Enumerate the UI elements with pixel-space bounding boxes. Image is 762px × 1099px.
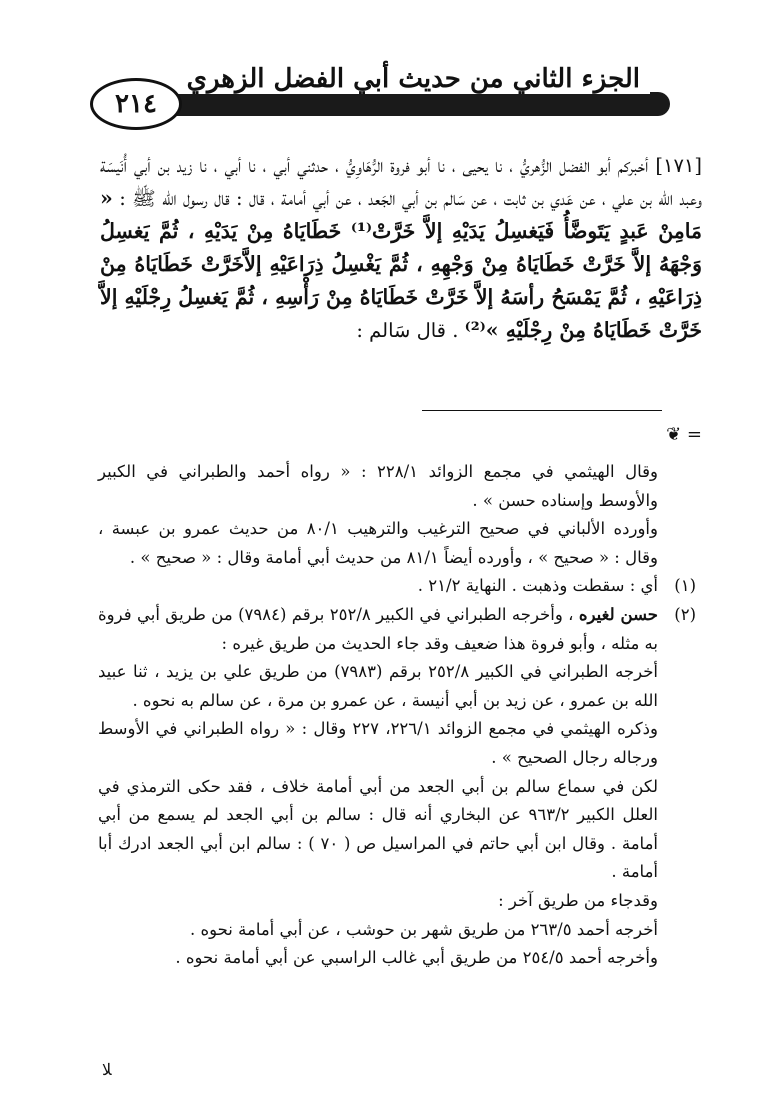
header-band [150,92,670,116]
footnote-text [98,601,658,658]
page-number-badge [90,78,182,130]
footnote-text: أي : سقطت وذهبت . النهاية ٢١/٢ . [417,576,658,596]
note-paragraph: أخرجه الطبراني في الكبير ٢٥٢/٨ برقم (٧٩٨٣) من طريق علي بن يزيد ، ثنا عبيد الله بن عمرو ، عن زيد بن أبي أنيسة ، عن عمرو بن مرة ، عن سالم به نحوه . [98,662,658,710]
note-paragraph: لكن في سماع سالم بن أبي الجعد من أبي أمامة خلاف ، فقد حكى الترمذي في العلل الكبير ٩٦٣/٢ عن البخاري أنه قال : سالم بن أبي الجعد لم يسمع من أبي أمامة . وقال ابن أبي حاتم في المراسيل ص ( ٧٠ ) : سالم ابن أبي الجعد ادرك أبا أمامة . [98,776,658,882]
footnotes [98,458,696,973]
page-number: ٢١٤ [115,89,157,119]
footnote-body: ، وأخرجه الطبراني في الكبير ٢٥٢/٨ برقم (٧٩٨٤) من طريق أبي فروة به مثله ، وأبو فروة هذا ضعيف وقد جاء الحديث من طريق غيره : [98,604,658,653]
grading-label: حسن لغيره [578,604,658,624]
main-tail: . قال سَالم : [356,319,465,342]
footnote-2 [98,601,696,658]
note-paragraph: أخرجه أحمد ٢٦٣/٥ من طريق شهر بن حوشب ، عن أبي أمامة نحوه . [189,919,658,939]
continuation-marker: = ❦ [666,424,702,445]
main-text [100,150,702,347]
footer-mark: ﻼ [102,1060,112,1079]
header-title: الجزء الثاني من حديث أبي الفضل الزهري [177,64,650,94]
note-paragraph: وأخرجه أحمد ٢٥٤/٥ من طريق أبي غالب الراسبي عن أبي أمامة نحوه . [175,948,658,968]
note-paragraph: وأورده الألباني في صحيح الترغيب والترهيب ٨٠/١ من حديث عمرو بن عبسة ، وقال : « صحيح » ، وأورده أيضاً ٨١/١ من حديث أبي أمامة وقال : « صحيح » . [98,519,658,567]
note-paragraph: وقدجاء من طريق آخر : [498,890,658,910]
footnote-separator [422,410,662,411]
main-intro: [١٧١] أخبركم أبو الفضل الزُّهريُّ ، نا يحيى ، نا أبو فروة الرُّهَاوِيُّ ، حدثني أبي ، نا أبي ، نا زيد بن أبي أُنَيسَة وعبد الله بن علي ، عن عَدي بن ثابت ، عن سَالم بن أبي الجَعد ، عن أبي أمامة ، قال : قال رسول الله ﷺ : [100,154,702,210]
page-header [90,64,670,130]
footnote-number: (٢) [674,604,696,624]
footnote-number: (١) [674,576,696,596]
note-paragraph: وقال الهيثمي في مجمع الزوائد ٢٢٨/١ : « رواه أحمد والطبراني في الكبير والأوسط وإسناده حسن » . [98,462,658,510]
hadith-text: « مَامِنْ عَبدٍ يَتَوضَّأُ فَيَغسِلُ يَدَيْهِ إلاَّ خَرَّتْ⁽¹⁾ خَطَايَاهُ مِنْ يَدَيْهِ ، ثُمَّ يَغسِلُ وَجْهَهُ إلاَّ خَرَّتْ خَطَايَاهُ مِنْ وَجْهِهِ ، ثُمَّ يَغْسِلُ ذِرَاعَيْهِ إلاَّخَرَّتْ خَطَايَاهُ مِنْ ذِرَاعَيْهِ ، ثُمَّ يَمْسَحُ رأسَهُ إلاَّ خَرَّتْ خَطَايَاهُ مِنْ رَأْسِهِ ، ثُمَّ يَغسِلُ رِجْلَيْهِ إلاَّ خَرَّتْ خَطَايَاهُ مِنْ رِجْلَيْهِ »⁽²⁾ [100,186,703,342]
note-paragraph: وذكره الهيثمي في مجمع الزوائد ٢٢٦/١، ٢٢٧ وقال : « رواه الطبراني في الأوسط ورجاله رجال الصحيح » . [98,719,658,767]
footnote-1 [98,572,696,601]
